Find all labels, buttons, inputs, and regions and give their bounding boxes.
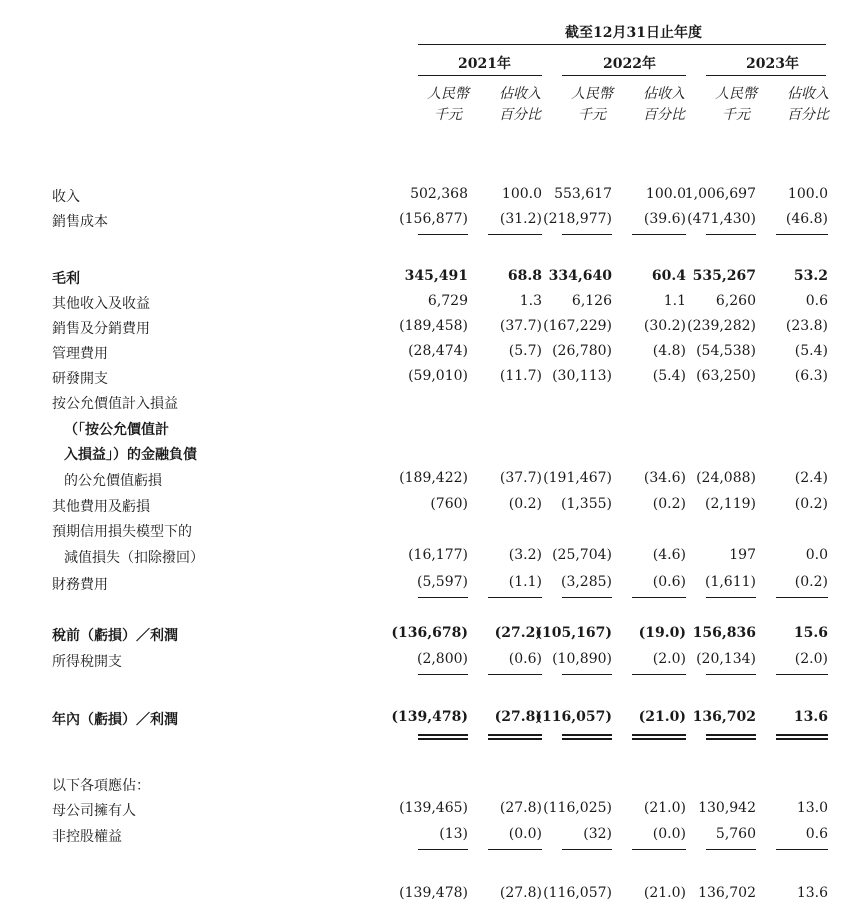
cell-value: (27.8) [494,709,542,725]
row-label: 其他費用及虧損 [52,499,150,515]
cell-value: (16,177) [408,546,468,563]
cell-value: 100.0 [787,186,828,202]
subtotal-rule [418,674,468,675]
cell-value: (139,465) [399,800,468,816]
cell-value: (31.2) [499,211,542,227]
col-header-pct-2023: 佔收入 百分比 [787,86,829,123]
cell-value: (4.8) [652,343,686,359]
row-label: 母公司擁有人 [52,803,136,819]
cell-value: 5,760 [715,826,756,842]
cell-value: (23.8) [785,318,828,334]
cell-value: 6,126 [571,293,612,309]
cell-value: (5.4) [794,343,828,359]
cell-value: (46.8) [785,211,828,227]
cell-value: (37.7) [499,318,542,334]
period-header: 截至12月31日止年度 [565,25,702,41]
row-label: 銷售及分銷費用 [52,321,150,337]
cell-value: (27.2) [494,625,542,641]
cell-value: (2.0) [794,651,828,667]
cell-value: 553,617 [554,186,612,202]
cell-value: (21.0) [643,800,686,816]
cell-value: (2.4) [794,470,828,487]
cell-value: (28,474) [408,343,468,359]
cell-value: (5,597) [416,574,468,590]
cell-value: (24,088) [696,470,756,487]
cell-value: (1.1) [508,574,542,590]
cell-value: (27.8) [499,885,542,901]
cell-value: (3,285) [560,574,612,590]
cell-value: (26,780) [552,343,612,359]
total-double-rule [632,734,686,740]
cell-value: 6,260 [715,293,756,309]
col-header-pct-2022: 佔收入 百分比 [643,86,685,123]
cell-value: 197 [729,546,756,563]
subtotal-rule [562,674,612,675]
cell-value: (21.0) [643,885,686,901]
row-label: 管理費用 [52,346,108,362]
cell-value: (20,134) [696,651,756,667]
cell-value: (37.7) [499,470,542,487]
cell-value: (0.6) [508,651,542,667]
cell-value: (0.0) [652,826,686,842]
cell-value: 68.8 [507,268,542,284]
subtotal-rule [418,234,468,235]
cell-value: (0.2) [652,496,686,512]
cell-value: (239,282) [687,318,756,334]
year-2023: 2023年 [746,56,799,72]
subtotal-rule [706,674,756,675]
subtotal-rule [776,597,828,598]
cell-value: (760) [430,496,468,512]
cell-value: (54,538) [696,343,756,359]
row-label: 收入 [52,189,80,205]
cell-value: 1.3 [519,293,542,309]
subtotal-rule [632,849,686,850]
col-header-rmb-2021: 人民幣 千元 [427,86,469,123]
row-label-line: （「按公允價值計 [64,421,169,438]
cell-value: (167,229) [543,318,612,334]
cell-value: (0.2) [794,574,828,590]
subtotal-rule [776,849,828,850]
cell-value: 6,729 [427,293,468,309]
cell-value: (34.6) [643,470,686,487]
year-2021: 2021年 [458,56,511,72]
cell-value: 0.6 [805,293,828,309]
total-double-rule [418,734,468,740]
cell-value: (218,977) [543,211,612,227]
row-label: 稅前（虧損）／利潤 [52,628,178,644]
period-rule [418,44,826,45]
total-double-rule [562,734,612,740]
row-label-line: 的公允價值虧損 [64,473,162,490]
row-label: 年內（虧損）／利潤 [52,712,178,728]
subtotal-rule [562,597,612,598]
cell-value: (2.0) [652,651,686,667]
cell-value: 13.6 [796,885,828,901]
total-double-rule [776,734,828,740]
cell-value: 60.4 [651,268,686,284]
year-rule-2021 [418,75,542,76]
cell-value: 53.2 [793,268,828,284]
row-label: 其他收入及收益 [52,296,150,312]
cell-value: (189,422) [399,470,468,487]
cell-value: (13) [439,826,468,842]
row-label-line: 減值損失（扣除撥回） [64,549,204,566]
cell-value: 1.1 [663,293,686,309]
cell-value: 100.0 [501,186,542,202]
subtotal-rule [632,674,686,675]
cell-value: (116,025) [543,800,612,816]
cell-value: (30,113) [552,368,612,384]
subtotal-rule [488,674,542,675]
subtotal-rule [562,849,612,850]
cell-value: (25,704) [552,546,612,563]
row-label-line: 預期信用損失模型下的 [52,524,192,540]
total-double-rule [488,734,542,740]
row-label-line: 入損益」）的金融負債 [64,447,197,464]
subtotal-rule [632,234,686,235]
cell-value: (1,611) [704,574,756,590]
cell-value: 100.0 [645,186,686,202]
col-header-pct-2021: 佔收入 百分比 [499,86,541,123]
subtotal-rule [488,234,542,235]
cell-value: 13.0 [796,800,828,816]
cell-value: (63,250) [696,368,756,384]
cell-value: (136,678) [391,625,468,641]
cell-value: 130,942 [698,800,756,816]
cell-value: (139,478) [399,885,468,901]
row-label: 財務費用 [52,577,108,593]
cell-value: 136,702 [698,885,756,901]
cell-value: 15.6 [793,625,828,641]
subtotal-rule [776,674,828,675]
year-rule-2022 [562,75,686,76]
row-label: 所得稅開支 [52,654,122,670]
subtotal-rule [706,597,756,598]
subtotal-rule [418,597,468,598]
cell-value: (2,800) [416,651,468,667]
cell-value: (32) [583,826,612,842]
row-label: 研發開支 [52,371,108,387]
cell-value: (27.8) [499,800,542,816]
subtotal-rule [488,849,542,850]
cell-value: (2,119) [704,496,756,512]
cell-value: (0.0) [508,826,542,842]
cell-value: (6.3) [794,368,828,384]
cell-value: 0.6 [805,826,828,842]
total-double-rule [706,734,756,740]
cell-value: (189,458) [399,318,468,334]
row-label: 非控股權益 [52,829,122,845]
cell-value: (105,167) [535,625,612,641]
subtotal-rule [776,234,828,235]
cell-value: 1,006,697 [684,186,756,202]
year-rule-2023 [706,75,826,76]
cell-value: (0.2) [508,496,542,512]
cell-value: (59,010) [408,368,468,384]
cell-value: 13.6 [793,709,828,725]
subtotal-rule [706,849,756,850]
cell-value: (191,467) [543,470,612,487]
row-label: 毛利 [52,271,80,287]
cell-value: (5.4) [652,368,686,384]
row-label: 以下各項應佔： [52,778,150,794]
subtotal-rule [632,597,686,598]
cell-value: (116,057) [535,709,612,725]
cell-value: 502,368 [410,186,468,202]
subtotal-rule [418,849,468,850]
cell-value: (471,430) [687,211,756,227]
year-2022: 2022年 [603,56,656,72]
cell-value: (116,057) [543,885,612,901]
cell-value: (19.0) [638,625,686,641]
cell-value: 345,491 [404,268,468,284]
cell-value: (0.2) [794,496,828,512]
cell-value: (0.6) [652,574,686,590]
row-label: 銷售成本 [52,214,108,230]
cell-value: (139,478) [391,709,468,725]
cell-value: (3.2) [508,546,542,563]
cell-value: (4.6) [652,546,686,563]
subtotal-rule [488,597,542,598]
cell-value: (156,877) [399,211,468,227]
cell-value: 0.0 [805,546,828,563]
cell-value: (11.7) [499,368,542,384]
subtotal-rule [562,234,612,235]
col-header-rmb-2023: 人民幣 千元 [715,86,757,123]
cell-value: 535,267 [692,268,756,284]
row-label-line: 按公允價值計入損益 [52,396,178,412]
cell-value: (30.2) [643,318,686,334]
cell-value: 334,640 [548,268,612,284]
cell-value: (5.7) [508,343,542,359]
cell-value: (39.6) [643,211,686,227]
cell-value: (10,890) [552,651,612,667]
cell-value: 156,836 [692,625,756,641]
cell-value: (1,355) [560,496,612,512]
col-header-rmb-2022: 人民幣 千元 [571,86,613,123]
cell-value: (21.0) [638,709,686,725]
cell-value: 136,702 [692,709,756,725]
subtotal-rule [706,234,756,235]
